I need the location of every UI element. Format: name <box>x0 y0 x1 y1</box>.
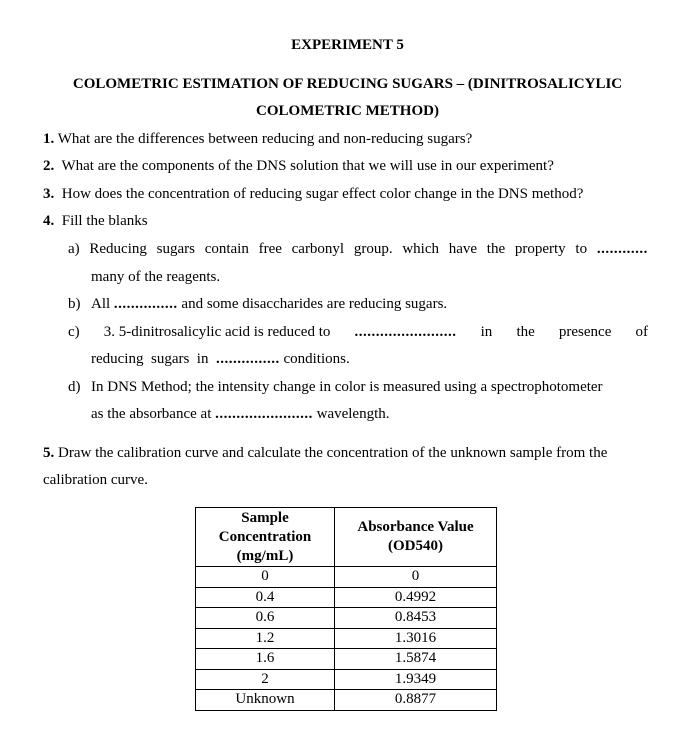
question-3 <box>43 186 583 203</box>
experiment-subtitle-line2: COLOMETRIC METHOD) <box>256 103 439 119</box>
blank-a-line2: many of the reagents. <box>91 269 221 285</box>
table-row <box>196 669 497 690</box>
question-number: 3. <box>43 186 55 202</box>
fill-blank-dots: ........................ <box>354 324 457 340</box>
blank-letter: b) <box>68 296 81 312</box>
concentration-cell: 0 <box>196 567 335 588</box>
blank-word: the <box>516 324 535 340</box>
question-number: 1. <box>43 131 55 147</box>
table-row <box>196 587 497 608</box>
absorbance-cell: 1.9349 <box>335 669 497 690</box>
question-4 <box>43 213 148 230</box>
blank-word: contain <box>204 241 249 257</box>
blank-word: presence <box>558 324 612 340</box>
table-row <box>196 608 497 629</box>
blank-text: as the absorbance at <box>91 406 216 422</box>
table-row <box>196 567 497 588</box>
question-text: Draw the calibration curve and calculate the concentration of the unknown sample from the <box>54 445 608 461</box>
blank-word: free <box>258 241 282 257</box>
blank-d-line1 <box>68 379 603 396</box>
question-number: 4. <box>43 213 55 229</box>
header-sample-concentration <box>196 508 335 567</box>
blank-text: conditions. <box>279 351 350 367</box>
concentration-cell: 2 <box>196 669 335 690</box>
blank-text: In DNS Method; the intensity change in color is measured using a spectrophotometer <box>91 379 603 395</box>
absorbance-cell: 0.8877 <box>335 690 497 711</box>
question-5-line2: calibration curve. <box>43 472 148 488</box>
question-text: What are the differences between reducing and non-reducing sugars? <box>54 131 473 147</box>
question-text: What are the components of the DNS solution that we will use in our experiment? <box>54 158 554 174</box>
header-line: Concentration <box>218 528 312 545</box>
blank-word: sugars <box>156 241 195 257</box>
question-5-line1 <box>43 445 607 462</box>
blank-c-line1 <box>68 324 648 341</box>
table-row <box>196 628 497 649</box>
question-text: Fill the blanks <box>54 213 148 229</box>
blank-text: reducing sugars in <box>91 351 216 367</box>
blank-word: to <box>575 241 588 257</box>
concentration-cell: 0.4 <box>196 587 335 608</box>
absorbance-cell: 1.3016 <box>335 628 497 649</box>
concentration-cell: 0.6 <box>196 608 335 629</box>
calibration-table <box>195 507 497 711</box>
table-row <box>196 649 497 670</box>
blank-word: property <box>514 241 566 257</box>
question-number: 2. <box>43 158 55 174</box>
question-number: 5. <box>43 445 55 461</box>
blank-text: All <box>91 296 114 312</box>
absorbance-cell: 0 <box>335 567 497 588</box>
absorbance-cell: 0.8453 <box>335 608 497 629</box>
blank-letter: d) <box>68 379 81 395</box>
header-line: Absorbance Value <box>357 519 474 535</box>
fill-blank-dots: ............... <box>113 296 178 312</box>
blank-word: in <box>480 324 493 340</box>
header-line: (mg/mL) <box>236 547 294 564</box>
header-line: Sample <box>241 509 289 526</box>
concentration-cell: 1.6 <box>196 649 335 670</box>
blank-b <box>68 296 447 313</box>
blank-word: Reducing <box>89 241 147 257</box>
fill-blank-dots: ....................... <box>215 406 313 422</box>
blank-word: group. <box>353 241 393 257</box>
question-2 <box>43 158 554 175</box>
blank-word: have <box>448 241 478 257</box>
absorbance-cell: 0.4992 <box>335 587 497 608</box>
blank-a-line1 <box>68 241 648 258</box>
blank-word: which <box>402 241 439 257</box>
experiment-subtitle-line1: COLOMETRIC ESTIMATION OF REDUCING SUGARS – (DINITROSALICYLIC <box>72 76 623 92</box>
question-text: How does the concentration of reducing sugar effect color change in the DNS method? <box>54 186 584 202</box>
question-1 <box>43 131 472 148</box>
concentration-cell: 1.2 <box>196 628 335 649</box>
blank-letter: c) <box>68 324 80 340</box>
table-row <box>196 690 497 711</box>
table-header-row <box>196 508 497 567</box>
blank-word: carbonyl <box>291 241 345 257</box>
blank-text: and some disaccharides are reducing sugars. <box>177 296 448 312</box>
blank-c-line2 <box>91 351 350 368</box>
blank-d-line2 <box>91 406 390 423</box>
concentration-cell: Unknown <box>196 690 335 711</box>
header-line: (OD540) <box>388 538 443 554</box>
blank-text: wavelength. <box>312 406 390 422</box>
blank-text: 3. 5-dinitrosalicylic acid is reduced to <box>103 324 331 340</box>
experiment-title: EXPERIMENT 5 <box>291 37 404 53</box>
header-absorbance <box>335 508 497 567</box>
fill-blank-dots: ............... <box>215 351 280 367</box>
blank-letter: a) <box>68 241 80 257</box>
fill-blank-dots: ............ <box>596 241 648 257</box>
absorbance-cell: 1.5874 <box>335 649 497 670</box>
blank-word: of <box>635 324 648 340</box>
blank-word: the <box>486 241 506 257</box>
